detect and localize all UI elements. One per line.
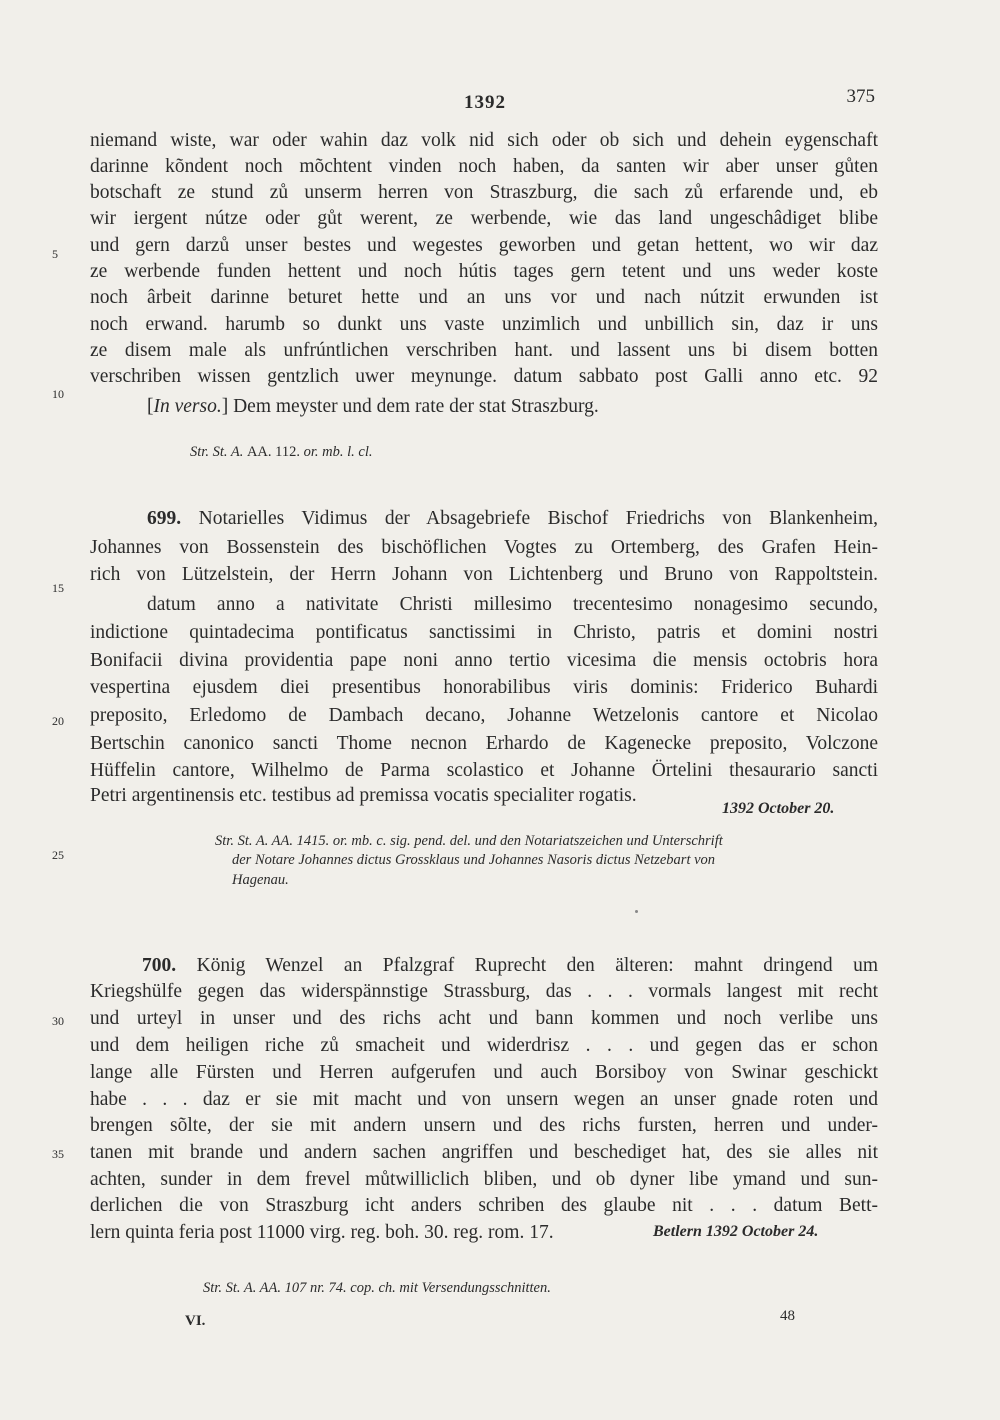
text-line: tanen mit brande und andern sachen angriffen und beschediget hat, des sie alles nit — [90, 1142, 878, 1163]
text-line: Bonifacii divina providentia pape noni anno tertio vicesima die mensis octobris hora — [90, 650, 878, 671]
text-line: derlichen die von Straszburg icht anders schriben des glaube nit . . . datum Bett- — [90, 1195, 878, 1216]
text-line: Petri argentinensis etc. testibus ad premissa vocatis specialiter rogatis. — [90, 785, 637, 806]
sheet-signature: 48 — [780, 1308, 795, 1324]
doc-heading-line: 700. König Wenzel an Pfalzgraf Ruprecht den älteren: mahnt dringend um — [142, 955, 878, 976]
document-date: Betlern 1392 October 24. — [653, 1223, 819, 1240]
margin-line-number: 20 — [52, 714, 64, 728]
text-line: preposito, Erledomo de Dambach decano, Johanne Wetzelonis cantore et Nicolao — [90, 705, 878, 726]
text-line: niemand wiste, war oder wahin daz volk nid sich oder ob sich und dehein eygenschaft — [90, 130, 878, 151]
text-line: ze disem male als unfrúntlichen verschriben hant. und lassent uns bi disem botten — [90, 340, 878, 361]
archive-source-line: Hagenau. — [232, 872, 289, 888]
margin-line-number: 25 — [52, 848, 64, 862]
margin-line-number: 30 — [52, 1014, 64, 1028]
text-line: noch ârbeit darinne beturet hette und an uns vor und nach nútzit erwunden ist — [90, 287, 878, 308]
text-line: lern quinta feria post 11000 virg. reg. boh. 30. reg. rom. 17. — [90, 1222, 554, 1243]
document-date: 1392 October 20. — [722, 800, 835, 817]
text-line: wir iergent nútze oder gůt werent, ze werbende, wie das land ungeschâdiget blibe — [90, 208, 878, 229]
archive-source: Str. St. A. AA. 107 nr. 74. cop. ch. mit Versendungsschnitten. — [203, 1280, 551, 1296]
document-number: 700. — [142, 955, 177, 976]
running-header-year: 1392 — [464, 92, 506, 113]
text-line: habe . . . daz er sie mit macht und von unsern wegen an unser gnade roten und — [90, 1089, 878, 1110]
text-line: achten, sunder in dem frevel můtwilliclich bliben, und ob dyner libe ymand und sun- — [90, 1169, 878, 1190]
text-line: brengen sõlte, der sie mit andern unsern und des richs fursten, herren und under- — [90, 1115, 878, 1136]
text-line: rich von Lützelstein, der Herrn Johann von Lichtenberg und Bruno von Rappoltstein. — [90, 564, 878, 585]
text-line: indictione quintadecima pontificatus sanctissimi in Christo, patris et domini nostri — [90, 622, 878, 643]
text-line: und urteyl in unser und des richs acht und bann kommen und noch verlibe uns — [90, 1008, 878, 1029]
text-line: lange alle Fürsten und Herren aufgerufen und auch Borsiboy von Swinar geschickt — [90, 1062, 878, 1083]
margin-line-number: 5 — [52, 247, 58, 261]
text-line: botschaft ze stund zů unserm herren von Straszburg, die sach zů erfarende und, eb — [90, 182, 878, 203]
text-line: verschriben wissen gentzlich uwer meynunge. datum sabbato post Galli anno etc. 92 — [90, 366, 878, 387]
page-number: 375 — [846, 86, 875, 107]
text-line: noch erwand. harumb so dunkt uns vaste unzimlich und unbillich sin, daz ir uns — [90, 314, 878, 335]
archive-source: Str. St. A. AA. 112. or. mb. l. cl. — [190, 444, 373, 460]
document-number: 699. — [147, 508, 182, 529]
margin-line-number: 35 — [52, 1147, 64, 1161]
margin-line-number: 15 — [52, 581, 64, 595]
text-line: Kriegshülfe gegen das widerspännstige Strassburg, das . . . vormals langest mit recht — [90, 981, 878, 1002]
ink-dot — [635, 910, 638, 913]
text-line: und dem heiligen riche zů smacheit und widerdrisz . . . und gegen das er schon — [90, 1035, 878, 1056]
text-line: datum anno a nativitate Christi millesimo trecentesimo nonagesimo secundo, — [147, 594, 878, 615]
text-line: darinne kõndent noch mõchtent vinden noch haben, da santen wir aber unser gůten — [90, 156, 878, 177]
archive-source-line: der Notare Johannes dictus Grossklaus und Johannes Nasoris dictus Netzebart von — [232, 852, 716, 868]
verso-line: [In verso.] Dem meyster und dem rate der stat Straszburg. — [147, 396, 599, 417]
doc-heading-line: 699. Notarielles Vidimus der Absagebriefe Bischof Friedrichs von Blankenheim, — [147, 508, 878, 529]
text-line: Hüffelin cantore, Wilhelmo de Parma scolastico et Johanne Örtelini thesaurario sancti — [90, 760, 878, 781]
text-line: ze werbende funden hettent und noch hútis tages gern tetent und uns weder koste — [90, 261, 878, 282]
archive-source-line: Str. St. A. AA. 1415. or. mb. c. sig. pend. del. und den Notariatszeichen und Unterschrift — [215, 833, 723, 849]
text-line: vespertina ejusdem diei presentibus honorabilibus viris dominis: Friderico Buhardi — [90, 677, 878, 698]
verso-label: In verso. — [153, 396, 222, 417]
margin-line-number: 10 — [52, 387, 64, 401]
volume-number: VI. — [185, 1313, 206, 1329]
text-line: und gern darzů unser bestes und wegestes geworben und getan hettent, wo wir daz — [90, 235, 878, 256]
text-line: Bertschin canonico sancti Thome necnon Erhardo de Kagenecke preposito, Volczone — [90, 733, 878, 754]
text-line: Johannes von Bossenstein des bischöflichen Vogtes zu Ortemberg, des Grafen Hein- — [90, 537, 878, 558]
